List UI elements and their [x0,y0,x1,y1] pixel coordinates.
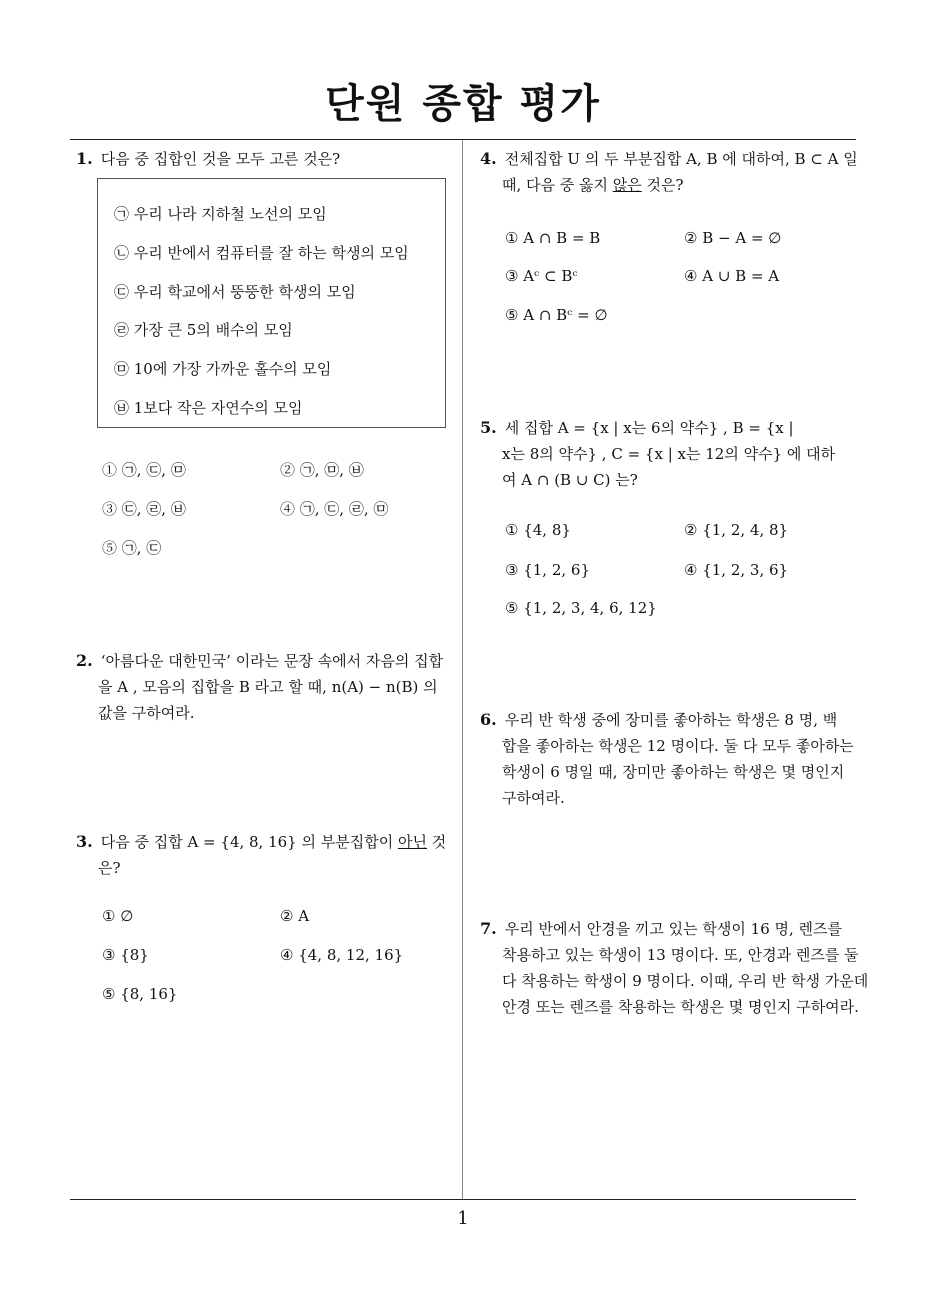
q3-option-5[interactable]: ⑤ {8, 16} [102,985,178,1003]
question-text: 때, 다음 중 옳지 [502,176,613,194]
question-2 [76,648,462,726]
q5-option-1[interactable]: ① {4, 8} [505,521,571,539]
column-divider [462,140,463,1200]
q5-option-2[interactable]: ② {1, 2, 4, 8} [684,521,789,539]
question-text: 여 A ∩ (B ∪ C) 는? [502,471,638,489]
q5-option-4[interactable]: ④ {1, 2, 3, 6} [684,561,789,579]
q3-option-1[interactable]: ① ∅ [102,907,134,925]
question-text: 안경 또는 렌즈를 착용하는 학생은 몇 명인지 구하여라. [502,998,859,1016]
q1-statement: ㉡ 우리 반에서 컴퓨터를 잘 하는 학생의 모임 [114,244,409,262]
question-text: 다음 중 집합 A = {4, 8, 16} 의 부분집합이 [100,833,398,851]
q1-statement: ㉥ 1보다 작은 자연수의 모임 [114,399,303,417]
question-text: 값을 구하여라. [98,704,195,722]
q1-statement: ㉤ 10에 가장 가까운 홀수의 모임 [114,360,332,378]
question-number: 6. [480,710,497,729]
q1-option-2[interactable]: ② ㉠, ㉤, ㉥ [280,461,364,479]
q4-option-1[interactable]: ① A ∩ B = B [505,229,601,247]
q1-option-4[interactable]: ④ ㉠, ㉢, ㉣, ㉤ [280,500,389,518]
question-text: 착용하고 있는 학생이 13 명이다. 또, 안경과 렌즈를 둘 [502,946,859,964]
q5-option-3[interactable]: ③ {1, 2, 6} [505,561,591,579]
question-text: x는 8의 약수} , C = {x | x는 12의 약수} 에 대하 [502,445,836,463]
q3-option-2[interactable]: ② A [280,907,310,925]
underlined-word: 아닌 [397,833,427,851]
question-number: 1. [76,149,93,168]
question-text: 다 착용하는 학생이 9 명이다. 이때, 우리 반 학생 가운데 [502,972,869,990]
question-number: 2. [76,651,93,670]
question-6 [480,707,870,811]
question-text: 것은? [641,176,684,194]
q4-option-5[interactable]: ⑤ A ∩ Bᶜ = ∅ [505,306,608,324]
question-number: 3. [76,832,93,851]
q4-option-3[interactable]: ③ Aᶜ ⊂ Bᶜ [505,267,578,285]
q3-option-3[interactable]: ③ {8} [102,946,149,964]
q3-option-4[interactable]: ④ {4, 8, 12, 16} [280,946,404,964]
page-number: 1 [457,1208,469,1229]
q5-option-5[interactable]: ⑤ {1, 2, 3, 4, 6, 12} [505,599,657,617]
q1-option-5[interactable]: ⑤ ㉠, ㉢ [102,539,162,557]
question-text: 은? [98,859,121,877]
question-number: 4. [480,149,497,168]
question-1 [76,146,456,172]
q4-option-4[interactable]: ④ A ∪ B = A [684,267,780,285]
question-5 [480,415,866,493]
q1-statement: ㉣ 가장 큰 5의 배수의 모임 [114,321,293,339]
q1-option-1[interactable]: ① ㉠, ㉢, ㉤ [102,461,186,479]
question-text: 것 [426,833,447,851]
question-text: 우리 반 학생 중에 장미를 좋아하는 학생은 8 명, 백 [504,711,838,729]
question-text: 다음 중 집합인 것을 모두 고른 것은? [100,150,341,168]
question-text: 구하여라. [502,789,565,807]
question-text: 학생이 6 명일 때, 장미만 좋아하는 학생은 몇 명인지 [502,763,845,781]
question-text: 전체집합 U 의 두 부분집합 A, B 에 대하여, B ⊂ A 일 [504,150,858,168]
underlined-word: 않은 [612,176,642,194]
page-title: 단원 종합 평가 [325,81,601,127]
top-rule [70,139,856,140]
q1-statement: ㉠ 우리 나라 지하철 노선의 모임 [114,205,327,223]
question-3 [76,829,462,881]
question-text: ‘아름다운 대한민국’ 이라는 문장 속에서 자음의 집합 [100,652,444,670]
q4-option-2[interactable]: ② B − A = ∅ [684,229,782,247]
question-text: 합을 좋아하는 학생은 12 명이다. 둘 다 모두 좋아하는 [502,737,854,755]
bottom-rule [70,1199,856,1200]
question-number: 7. [480,919,497,938]
question-7 [480,916,900,1020]
question-4 [480,146,866,198]
question-text: 세 집합 A = {x | x는 6의 약수} , B = {x | [504,419,794,437]
q1-statement: ㉢ 우리 학교에서 뚱뚱한 학생의 모임 [114,283,356,301]
question-text: 우리 반에서 안경을 끼고 있는 학생이 16 명, 렌즈를 [504,920,843,938]
question-text: 을 A , 모음의 집합을 B 라고 할 때, n(A) − n(B) 의 [98,678,438,696]
question-number: 5. [480,418,497,437]
q1-option-3[interactable]: ③ ㉢, ㉣, ㉥ [102,500,186,518]
